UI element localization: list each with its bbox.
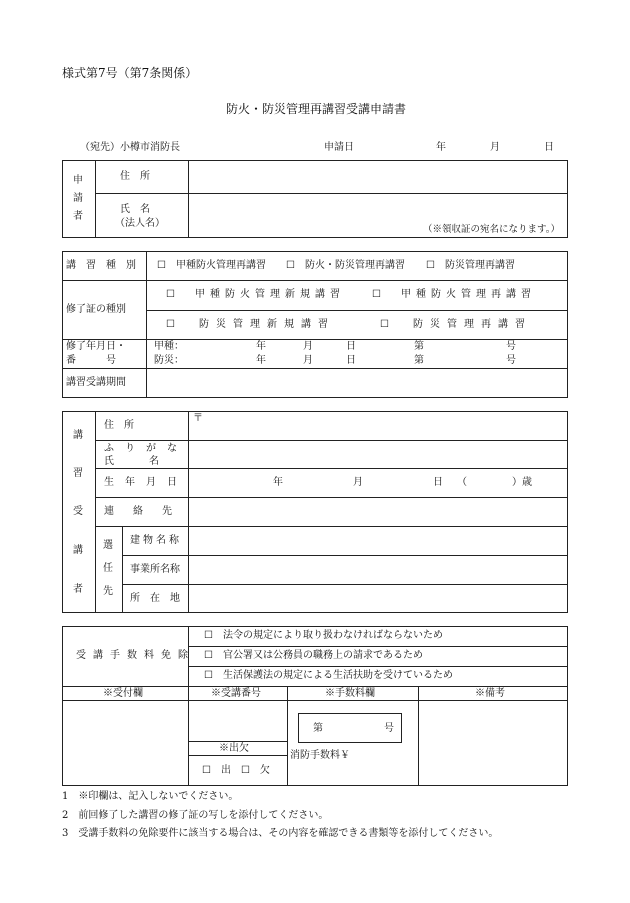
attendee-contact-label: 連絡先 <box>104 506 191 517</box>
applicant-name-label: 氏 名 <box>120 204 150 215</box>
receipt-note: （※領収証の宛名になります。） <box>423 224 560 235</box>
completion-prefix-koshu: 甲種： <box>154 341 184 352</box>
completion-month-koshu: 月 <box>303 341 313 352</box>
fee-no-label: 第 <box>313 723 323 734</box>
date-month-label: 月 <box>490 142 500 153</box>
age-open: （ <box>457 477 467 488</box>
employer-label-3: 先 <box>103 586 113 597</box>
applicant-label-3: 者 <box>73 211 83 222</box>
note-3: 3 受講手数料の免除要件に該当する場合は、その内容を確認できる書類等を添付してください。 <box>62 828 499 839</box>
fee-exemption-option-3[interactable]: ☐ 生活保護法の規定による生活扶助を受けているため <box>204 670 453 681</box>
attendance-options[interactable]: ☐ 出 ☐ 欠 <box>202 765 270 776</box>
age-close: ）歳 <box>512 477 532 488</box>
attendee-label-4: 講 <box>73 545 83 556</box>
location-label: 所在地 <box>130 593 190 604</box>
completion-go-bosai: 号 <box>506 355 516 366</box>
office-name-label: 事業所名称 <box>130 564 180 575</box>
postal-mark: 〒 <box>193 413 203 424</box>
attendee-label-2: 習 <box>73 468 83 479</box>
attendee-label-3: 受 <box>73 506 83 517</box>
attendee-label-1: 講 <box>73 430 83 441</box>
completion-month-bosai: 月 <box>303 355 313 366</box>
attendee-furigana-label: ふりがな <box>104 443 188 454</box>
birth-month-label: 月 <box>353 477 363 488</box>
building-name-label: 建物名称 <box>130 535 182 546</box>
fee-exemption-option-1[interactable]: ☐ 法令の規定により取り扱わなければならないため <box>204 630 443 641</box>
page-title: 防火・防災管理再講習受講申請書 <box>226 102 407 116</box>
birth-day-label: 日 <box>433 477 443 488</box>
completion-prefix-bosai: 防災： <box>154 355 184 366</box>
note-1: 1 ※印欄は、記入しないでください。 <box>62 791 239 802</box>
completion-go-koshu: 号 <box>506 341 516 352</box>
applicant-address-label: 住 所 <box>120 171 150 182</box>
remarks-header: ※備考 <box>475 688 505 699</box>
note-2: 2 前回修了した講習の修了証の写しを添付してください。 <box>62 810 329 821</box>
course-type-option-2[interactable]: ☐ 防火・防災管理再講習 <box>286 260 405 271</box>
employer-label-1: 選 <box>103 540 113 551</box>
reception-header: ※受付欄 <box>103 688 143 699</box>
attendee-label-5: 者 <box>73 584 83 595</box>
completion-year-bosai: 年 <box>256 355 266 366</box>
certificate-type-label: 修了証の種別 <box>66 304 126 315</box>
fee-amount-label: 消防手数料￥ <box>290 750 350 761</box>
completion-no-bosai: 第 <box>414 355 424 366</box>
applicant-corp-label: （法人名） <box>115 218 165 229</box>
addressee: （宛先）小樽市消防長 <box>80 142 180 153</box>
applicant-label-2: 請 <box>73 193 83 204</box>
completion-no-koshu: 第 <box>414 341 424 352</box>
employer-label-2: 任 <box>103 563 113 574</box>
certificate-option-1[interactable]: ☐ 甲種防火管理新規講習 <box>166 289 345 300</box>
fee-column-header: ※手数料欄 <box>325 688 375 699</box>
completion-date-label: 修了年月日・ <box>66 341 126 352</box>
application-date-label: 申請日 <box>324 142 354 153</box>
birth-year-label: 年 <box>273 477 283 488</box>
certificate-option-4[interactable]: ☐ 防災管理再講習 <box>380 319 532 330</box>
completion-day-koshu: 日 <box>346 341 356 352</box>
fee-go-label: 号 <box>384 723 394 734</box>
form-number: 様式第7号（第7条関係） <box>62 66 198 80</box>
date-day-label: 日 <box>544 142 554 153</box>
course-number-header: ※受講番号 <box>211 688 261 699</box>
attendance-header: ※出欠 <box>219 743 249 754</box>
fee-exemption-label: 受講手数料免除 <box>76 650 195 661</box>
attendee-name-label: 氏 名 <box>104 456 164 467</box>
course-type-option-1[interactable]: ☐ 甲種防火管理再講習 <box>157 260 266 271</box>
certificate-option-3[interactable]: ☐ 防災管理新規講習 <box>166 319 335 330</box>
course-type-option-3[interactable]: ☐ 防災管理再講習 <box>426 260 515 271</box>
attendee-address-label: 住 所 <box>104 420 134 431</box>
completion-day-bosai: 日 <box>346 355 356 366</box>
applicant-label-1: 申 <box>73 175 83 186</box>
course-period-label: 講習受講期間 <box>66 377 126 388</box>
completion-year-koshu: 年 <box>256 341 266 352</box>
attendee-birth-label: 生年月日 <box>104 477 188 488</box>
completion-number-label: 番 号 <box>66 355 116 366</box>
date-year-label: 年 <box>436 142 446 153</box>
fee-exemption-option-2[interactable]: ☐ 官公署又は公務員の職務上の請求であるため <box>204 650 423 661</box>
certificate-option-2[interactable]: ☐ 甲種防火管理再講習 <box>372 289 536 300</box>
course-type-label: 講 習 種 別 <box>66 260 136 271</box>
